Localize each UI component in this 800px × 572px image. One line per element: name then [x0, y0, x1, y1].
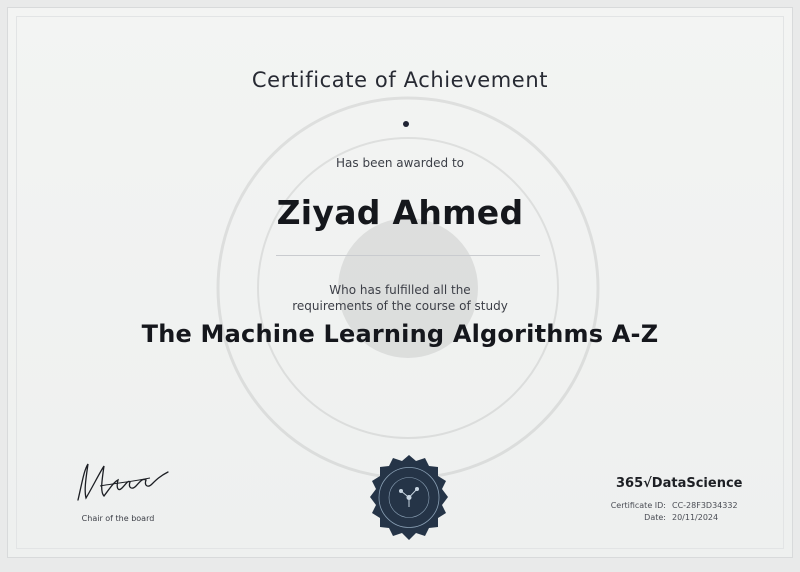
certificate-date-row: [590, 512, 756, 524]
title-dot: [403, 121, 409, 127]
name-divider: [276, 255, 540, 256]
fulfilled-text: [8, 282, 792, 314]
course-title: The Machine Learning Algorithms A-Z: [141, 320, 659, 348]
certificate-title: Certificate of Achievement: [251, 68, 549, 92]
certificate-page: [7, 7, 793, 558]
certificate-id-label: Certificate ID:: [610, 501, 666, 510]
signature-icon: [70, 458, 175, 508]
brand-logo: 365√DataScience: [616, 476, 743, 491]
signature-role: Chair of the board: [81, 514, 155, 523]
fulfilled-line-2: requirements of the course of study: [292, 299, 508, 313]
fulfilled-line-1: Who has fulfilled all the: [329, 283, 471, 297]
recipient-name: Ziyad Ahmed: [276, 193, 524, 232]
certificate-date-value: 20/11/2024: [672, 513, 719, 522]
certificate-date-label: Date:: [644, 513, 666, 522]
awarded-text: Has been awarded to: [336, 156, 464, 170]
certificate-id-value: CC-28F3D34332: [672, 501, 738, 510]
seal-icon: [364, 453, 454, 543]
certificate-id-row: [590, 500, 756, 512]
certificate-meta: [590, 500, 756, 524]
